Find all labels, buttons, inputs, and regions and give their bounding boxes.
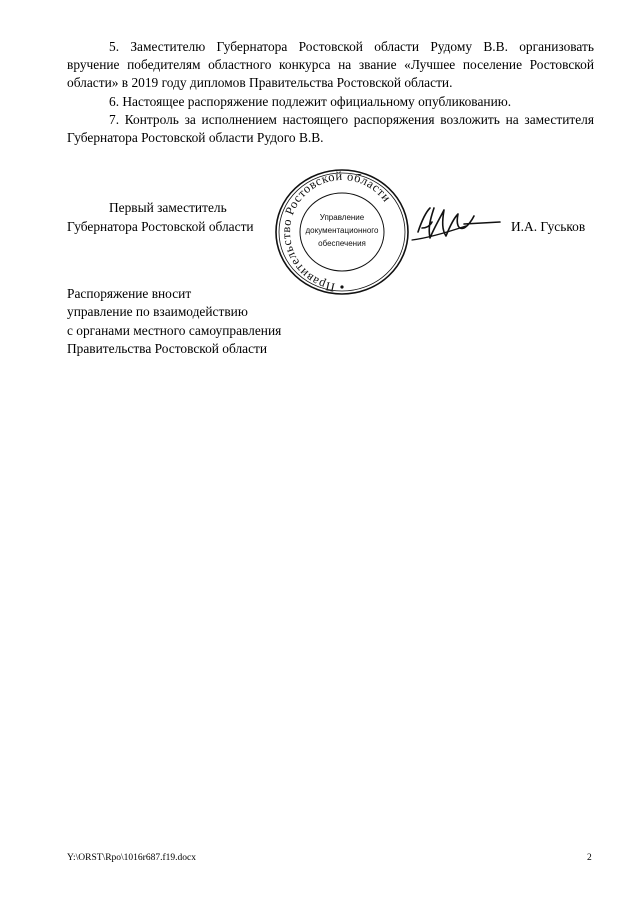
initiator-line2: управление по взаимодействию <box>67 304 248 320</box>
document-body <box>67 38 594 147</box>
footer-file-path: Y:\ORST\Rpo\1016r687.f19.docx <box>67 853 196 863</box>
official-stamp <box>270 166 414 298</box>
initiator-line4: Правительства Ростовской области <box>67 341 268 357</box>
paragraph-6: 6. Настоящее распоряжение подлежит официальному опубликованию. <box>109 93 512 109</box>
stamp-center-line2: документационного <box>305 226 379 235</box>
signatory-title-line1: Первый заместитель <box>109 200 227 215</box>
stamp-center-line3: обеспечения <box>318 239 366 248</box>
initiator-line3: с органами местного самоуправления <box>67 322 282 338</box>
signatory-title <box>67 198 254 236</box>
signatory-title-line2: Губернатора Ростовской области <box>67 219 254 234</box>
stamp-ring-text: Правительство Ростовской области <box>278 168 394 295</box>
stamp-center-line1: Управление <box>319 213 365 222</box>
initiator-note <box>67 285 281 359</box>
page-number: 2 <box>587 853 592 863</box>
handwritten-signature <box>408 198 504 246</box>
paragraph-5: 5. Заместителю Губернатора Ростовской области Рудому В.В. организовать вручение победителям областного конкурса на звание «Лучшее поселение Ростовской области» в 2019 году дипломов Правительства Ростовской области. <box>67 39 594 91</box>
paragraph-7: 7. Контроль за исполнением настоящего распоряжения возложить на заместителя Губернатора Ростовской области Рудого В.В. <box>67 111 594 146</box>
initiator-line1: Распоряжение вносит <box>67 286 192 301</box>
signatory-name: И.А. Гуськов <box>511 219 586 234</box>
